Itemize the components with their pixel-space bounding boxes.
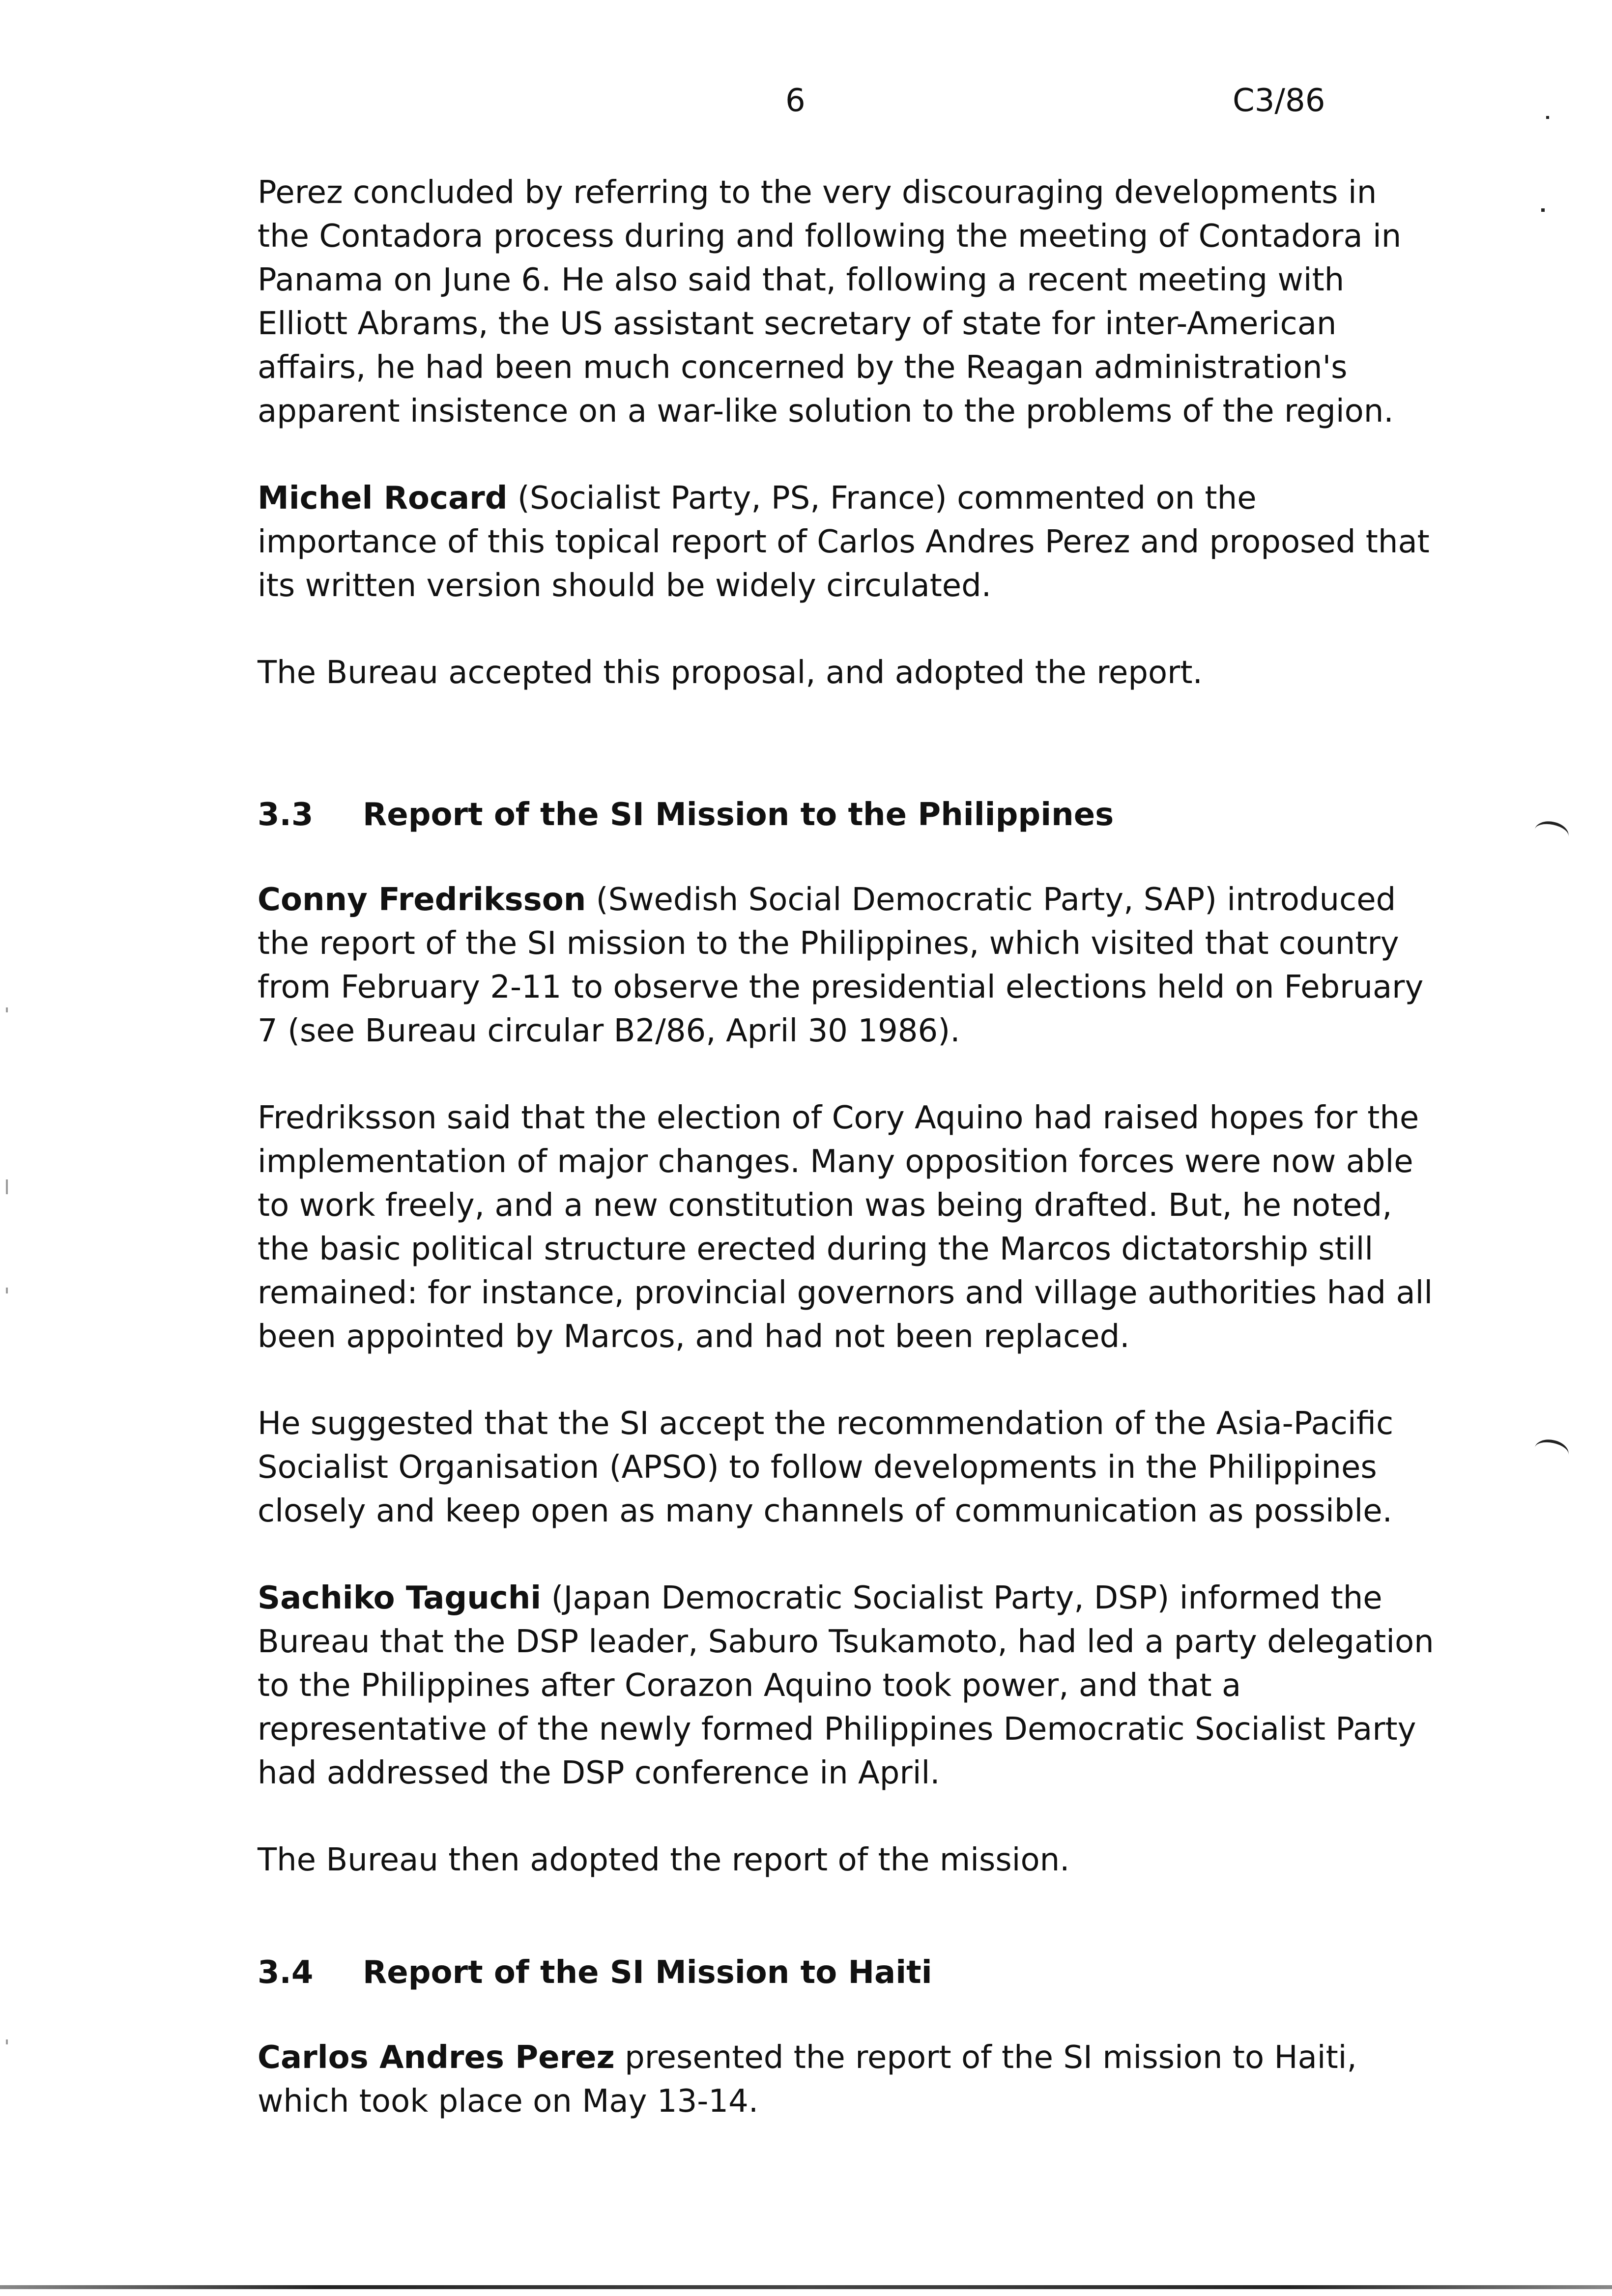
paragraph-perez-haiti <box>258 2036 1437 2124</box>
scan-speck <box>6 1288 8 1293</box>
section-title: Report of the SI Mission to the Philippines <box>363 797 1114 833</box>
scan-speck <box>1546 116 1549 119</box>
paragraph-perez-conclusion: Perez concluded by referring to the very discouraging developments in the Contadora process during and following the meeting of Contadora in Panama on June 6. He also said that, following a recent meeting with Elliott Abrams, the US assistant secretary of state for inter-American affairs, he had been much concerned by the Reagan administration's apparent insistence on a war-like solution to the problems of the region. <box>258 174 1402 430</box>
page-number: 6 <box>785 83 806 119</box>
paragraph-fredriksson-aquino: Fredriksson said that the election of Cory Aquino had raised hopes for the implementation of major changes. Many opposition forces were now able to work freely, and a new constitution was being drafted. But, he noted, the basic political structure erected during the Marcos dictatorship still remained: for instance, provincial governors and village authorities had all been appointed by Marcos, and had not been replaced. <box>258 1100 1433 1355</box>
paragraph-text: (Japan Democratic Socialist Party, DSP) informed the Bureau that the DSP leader, Saburo Tsukamoto, had led a party delegation to the Philippines after Corazon Aquino took power, and that a representative of the newly formed Philippines Democratic Socialist Party had addressed the DSP conference in April. <box>258 1580 1434 1791</box>
document-reference: C3/86 <box>1233 83 1325 119</box>
section-heading-3-4 <box>258 1951 1437 1995</box>
section-heading-3-3 <box>258 793 1437 837</box>
scan-curve-mark <box>1532 1436 1571 1466</box>
paragraph-text: (Socialist Party, PS, France) commented on the importance of this topical report of Carlos Andres Perez and proposed that its written version should be widely circulated. <box>258 480 1430 604</box>
speaker-name: Conny Fredriksson <box>258 882 586 918</box>
paragraph-fredriksson-intro <box>258 878 1437 1053</box>
paragraph-bureau-adopted: The Bureau then adopted the report of the mission. <box>258 1842 1070 1878</box>
document-body <box>258 171 1437 2167</box>
paragraph-text: presented the report of the SI mission to Haiti, which took place on May 13-14. <box>258 2039 1357 2120</box>
scan-speck <box>6 2039 8 2044</box>
section-title: Report of the SI Mission to Haiti <box>363 1954 932 1991</box>
section-number: 3.4 <box>258 1954 314 1991</box>
scan-speck <box>6 1179 8 1194</box>
paragraph-rocard <box>258 477 1437 608</box>
paragraph-apso-recommendation: He suggested that the SI accept the recommendation of the Asia-Pacific Socialist Organisation (APSO) to follow developments in the Philippines closely and keep open as many channels of communication as possible. <box>258 1406 1394 1529</box>
scan-speck <box>1541 208 1545 212</box>
paragraph-text: (Swedish Social Democratic Party, SAP) introduced the report of the SI mission to the Philippines, which visited that country from February 2-11 to observe the presidential elections held on February 7 (see Bureau circular B2/86, April 30 1986). <box>258 882 1424 1049</box>
scan-bottom-edge <box>0 2285 1612 2289</box>
speaker-name: Michel Rocard <box>258 480 508 517</box>
section-number: 3.3 <box>258 797 314 833</box>
paragraph-taguchi <box>258 1577 1437 1795</box>
speaker-name: Sachiko Taguchi <box>258 1580 542 1616</box>
scan-speck <box>6 1007 8 1012</box>
paragraph-bureau-accepted: The Bureau accepted this proposal, and adopted the report. <box>258 655 1203 691</box>
scan-curve-mark <box>1532 818 1571 848</box>
speaker-name: Carlos Andres Perez <box>258 2039 615 2076</box>
